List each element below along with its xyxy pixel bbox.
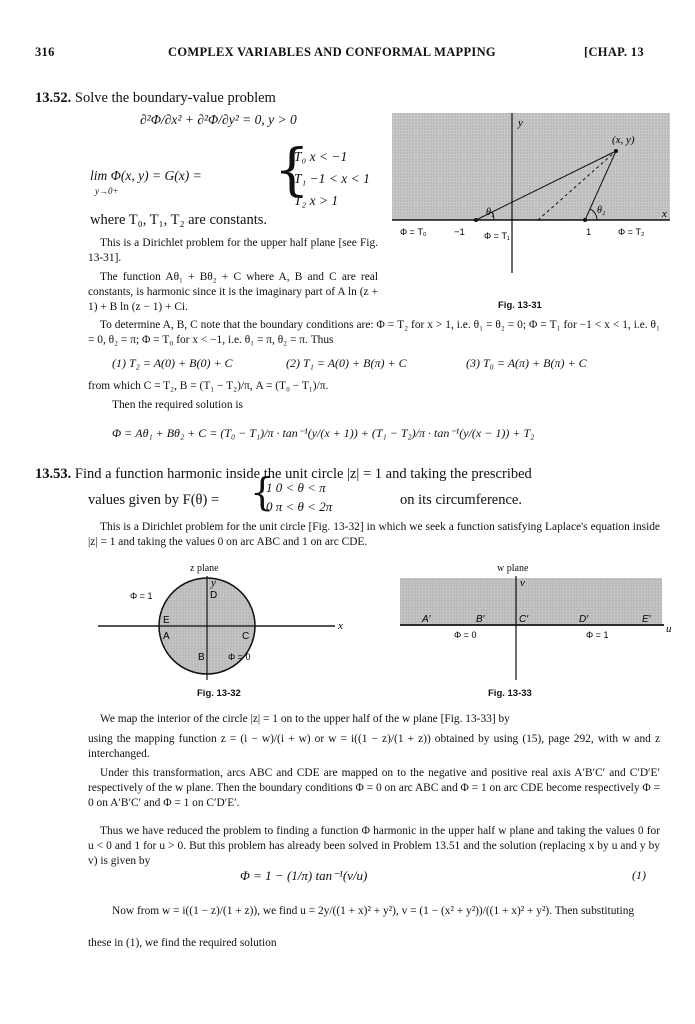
fig1331-phi-t0: Φ = T₀ — [400, 227, 427, 237]
fig1332-x-label: x — [338, 620, 343, 632]
equation-1: Φ = 1 − (1/π) tan⁻¹(v/u) — [240, 868, 368, 883]
fig1332-D: D — [210, 590, 218, 601]
point-minus1 — [474, 218, 478, 222]
para-these-in: these in (1), we find the required solution — [88, 937, 277, 949]
fig1333-E: E′ — [642, 614, 651, 625]
fig1332-A: A — [163, 631, 170, 642]
fig-13-32-title: z plane — [190, 563, 219, 574]
figure-13-33 — [396, 576, 676, 680]
fig-13-31-caption: Fig. 13-31 — [498, 300, 542, 311]
fig1333-B: B′ — [476, 614, 485, 625]
pde-equation: ∂²Φ/∂x² + ∂²Φ/∂y² = 0, y > 0 — [140, 112, 297, 127]
para-boundary-conditions: To determine A, B, C note that the boundary conditions are: Φ = T₂ for x > 1, i.e. θ₁ = θ₂ = 0; Φ = T₁ for −1 < x < 1, i.e. θ₁ = 0, θ₂ = π; Φ = T₀ for x < −1, i.e. θ₁ = π, θ₂ = π. Thus — [88, 319, 660, 346]
fig1333-phi0: Φ = 0 — [454, 630, 477, 640]
figure-13-31 — [388, 113, 672, 313]
running-title: COMPLEX VARIABLES AND CONFORMAL MAPPING — [168, 45, 496, 59]
para-dirichlet: This is a Dirichlet problem for the upper half plane [see Fig. 13-31]. — [88, 237, 378, 264]
fig-13-32-caption: Fig. 13-32 — [197, 688, 241, 699]
from-which: from which C = T₂, B = (T₁ − T₂)/π, A = (T₀ − T₁)/π. — [88, 380, 329, 392]
cond-2: (2) T₁ = A(0) + B(π) + C — [286, 356, 407, 370]
fig1332-B: B — [198, 652, 205, 663]
problem-statement: Solve the boundary-value problem — [74, 90, 276, 106]
fig1333-phi1: Φ = 1 — [586, 630, 609, 640]
fig1333-D: D′ — [579, 614, 589, 625]
solution-13-52: Φ = Aθ₁ + Bθ₂ + C = (T₀ − T₁)/π · tan⁻¹(y/(x + 1)) + (T₁ − T₂)/π · tan⁻¹(y/(x − 1)) + T₂ — [112, 426, 535, 440]
para-transformation: Under this transformation, arcs ABC and CDE are mapped on to the negative and positive real axis A′B′C′ and C′D′E′ respectively of the w plane. Then the boundary conditions Φ = 0 on arc ABC and Φ = 1 on arc CDE become respectively Φ = 0 on A′B′C′ and Φ = 1 on C′D′E′. — [88, 767, 660, 809]
fig1331-phi-t1: Φ = T₁ — [484, 231, 510, 241]
point-plus1 — [583, 218, 587, 222]
piecewise-block — [266, 478, 332, 516]
para-now-from: Now from w = i((1 − z)/(1 + z)), we find u = 2y/((1 + x)² + y²), v = (1 − (x² + y²))/((1 + x)² + y²). Then substituting — [112, 905, 635, 917]
case-t0: T₀ x < −1 — [294, 149, 348, 164]
fig1333-A: A′ — [422, 614, 431, 625]
case-t2: T₂ x > 1 — [294, 193, 339, 208]
then-required: Then the required solution is — [112, 399, 243, 411]
cases-block — [294, 146, 370, 212]
where-constants: where T₀, T₁, T₂ are constants. — [90, 212, 268, 228]
fig1331-y-label: y — [518, 117, 523, 129]
point-xy — [614, 149, 618, 153]
fig1333-v-label: v — [520, 577, 525, 589]
problem-number: 13.53. — [35, 466, 72, 482]
fig-13-33-title: w plane — [497, 563, 529, 574]
para-mapping-function: using the mapping function z = (i − w)/(i + w) or w = i((1 − z)/(1 + z)) obtained by using (15), page 292, with w and z interchanged. — [88, 733, 660, 760]
fig1333-u-label: u — [666, 623, 672, 635]
piece-brace: { — [250, 470, 275, 514]
problem-statement-2b: on its circumference. — [400, 492, 522, 508]
equation-1-number: (1) — [632, 868, 646, 882]
chapter-label: [CHAP. 13 — [584, 45, 644, 59]
fig1333-C: C′ — [519, 614, 529, 625]
figure-13-32-svg — [80, 576, 360, 680]
para-reduced: Thus we have reduced the problem to finding a function Φ harmonic in the upper half w plane and taking the values 0 for u < 0 and 1 for u > 0. But this problem has already been solved in Problem 13.51 and the solution (replacing x by u and y by v) is given by — [88, 825, 660, 867]
limit-sub: y→0+ — [95, 186, 119, 196]
fig1331-minus1: −1 — [454, 227, 465, 238]
fig1331-point-label: (x, y) — [612, 134, 635, 146]
para-harmonic: The function Aθ₁ + Bθ₂ + C where A, B and C are real constants, is harmonic since it is the imaginary part of A ln (z + 1) + B ln (z − 1) + Ci. — [88, 271, 378, 313]
problem-13-52-heading — [35, 90, 276, 107]
fig1331-one: 1 — [586, 227, 592, 238]
fig1332-y-label: y — [211, 577, 216, 589]
fig1331-x-label: x — [662, 208, 667, 220]
cases-brace: { — [274, 138, 310, 203]
fig1331-phi-t2: Φ = T₂ — [618, 227, 645, 237]
fig1331-theta1-label: θ₁ — [486, 207, 495, 218]
figure-13-31-svg — [388, 113, 672, 313]
fig1332-E: E — [163, 615, 170, 626]
cond-1: (1) T₂ = A(0) + B(0) + C — [112, 356, 233, 370]
figure-13-32 — [80, 576, 360, 680]
fig1332-phi1: Φ = 1 — [130, 591, 153, 601]
w-upper-half-shading — [400, 578, 662, 625]
problem-number: 13.52. — [35, 90, 72, 106]
piece-1: 1 0 < θ < π — [266, 480, 326, 495]
problem-statement-1: Find a function harmonic inside the unit circle |z| = 1 and taking the prescribed — [74, 466, 532, 482]
case-t1: T₁ −1 < x < 1 — [294, 171, 370, 186]
fig1332-phi0: Φ = 0 — [228, 652, 251, 662]
limit-lhs: lim Φ(x, y) = G(x) = — [90, 168, 202, 183]
piece-0: 0 π < θ < 2π — [266, 499, 333, 514]
fig1331-theta2-label: θ₂ — [597, 205, 606, 216]
upper-half-plane-shading — [392, 113, 670, 220]
para-unit-circle: This is a Dirichlet problem for the unit circle [Fig. 13-32] in which we seek a function satisfying Laplace's equation inside |z| = 1 and taking the values 0 on arc ABC and 1 on arc CDE. — [88, 521, 660, 548]
cond-3: (3) T₀ = A(π) + B(π) + C — [466, 356, 587, 370]
para-mapping: We map the interior of the circle |z| = 1 on to the upper half of the w plane [Fig. 13-33] by — [100, 713, 510, 725]
page-number: 316 — [35, 45, 55, 59]
fig-13-33-caption: Fig. 13-33 — [488, 688, 532, 699]
figure-13-33-svg — [396, 576, 676, 680]
problem-statement-2a: values given by F(θ) = — [88, 492, 220, 508]
fig1332-C: C — [242, 631, 250, 642]
